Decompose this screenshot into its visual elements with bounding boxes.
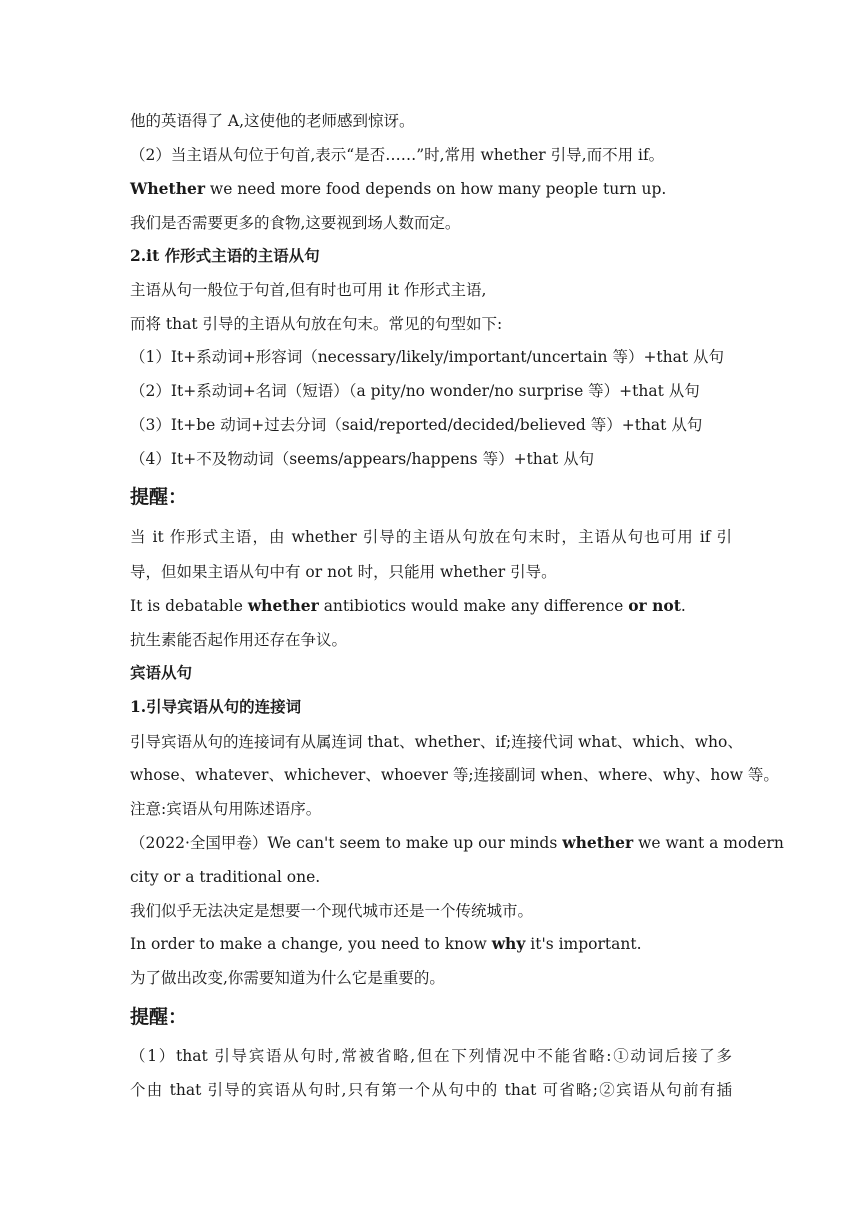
- translation: 为了做出改变,你需要知道为什么它是重要的。: [130, 969, 445, 987]
- text-line: （1）that 引导宾语从句时,常被省略,但在下列情况中不能省略:①动词后接了多: [130, 1047, 732, 1065]
- text-span: antibiotics would make any difference: [318, 597, 629, 615]
- example-sentence: [130, 832, 784, 854]
- section-heading: 2.it 作形式主语的主语从句: [130, 246, 320, 265]
- text-line: 引导宾语从句的连接词有从属连词 that、whether、if;连接代词 what、which、who、: [130, 733, 743, 751]
- text-line: 导，但如果主语从句中有 or not 时，只能用 whether 引导。: [130, 563, 557, 581]
- example-sentence: [130, 178, 666, 200]
- text-span: .: [680, 597, 686, 615]
- translation: 抗生素能否起作用还存在争议。: [130, 631, 348, 649]
- section-heading: 宾语从句: [130, 663, 193, 682]
- pattern-item: （2）It+系动词+名词（短语）（a pity/no wonder/no surprise 等）+that 从句: [130, 382, 700, 400]
- text-span: It is debatable: [130, 597, 248, 615]
- note-heading: 提醒：: [130, 486, 188, 508]
- note-heading: 提醒：: [130, 1006, 188, 1028]
- text-line: （2）当主语从句位于句首,表示“是否……”时,常用 whether 引导,而不用 if。: [130, 146, 665, 164]
- text-span: it's important.: [525, 935, 642, 953]
- translation: 我们似乎无法决定是想要一个现代城市还是一个传统城市。: [130, 902, 534, 920]
- translation: 我们是否需要更多的食物,这要视到场人数而定。: [130, 214, 461, 232]
- text-line: 个由 that 引导的宾语从句时,只有第一个从句中的 that 可省略;②宾语从句前有插: [130, 1081, 732, 1099]
- pattern-item: （1）It+系动词+形容词（necessary/likely/important/uncertain 等）+that 从句: [130, 348, 725, 366]
- keyword: whether: [562, 833, 634, 852]
- text-line: 注意:宾语从句用陈述语序。: [130, 800, 322, 818]
- text-line: 而将 that 引导的主语从句放在句末。常见的句型如下:: [130, 315, 503, 333]
- pattern-item: （4）It+不及物动词（seems/appears/happens 等）+that 从句: [130, 450, 595, 468]
- keyword: whether: [247, 596, 319, 615]
- text-line: whose、whatever、whichever、whoever 等;连接副词 when、where、why、how 等。: [130, 766, 779, 784]
- keyword: Whether: [130, 179, 205, 198]
- text-line: 主语从句一般位于句首,但有时也可用 it 作形式主语,: [130, 281, 487, 299]
- text-span: In order to make a change, you need to know: [130, 935, 492, 953]
- text-span: we want a modern: [633, 834, 784, 852]
- keyword: why: [491, 934, 526, 953]
- text-span: （2022·全国甲卷）We can't seem to make up our minds: [130, 834, 563, 852]
- pattern-item: （3）It+be 动词+过去分词（said/reported/decided/believed 等）+that 从句: [130, 416, 703, 434]
- text-line: 他的英语得了 A,这使他的老师感到惊讶。: [130, 112, 415, 130]
- keyword: or not: [628, 596, 681, 615]
- section-heading: 1.引导宾语从句的连接词: [130, 697, 302, 716]
- example-sentence: [130, 595, 686, 617]
- text-line: 当 it 作形式主语，由 whether 引导的主语从句放在句末时，主语从句也可用 if 引: [130, 528, 732, 546]
- example-sentence: [130, 933, 642, 955]
- text-span: we need more food depends on how many people turn up.: [205, 180, 667, 198]
- example-sentence: city or a traditional one.: [130, 868, 321, 886]
